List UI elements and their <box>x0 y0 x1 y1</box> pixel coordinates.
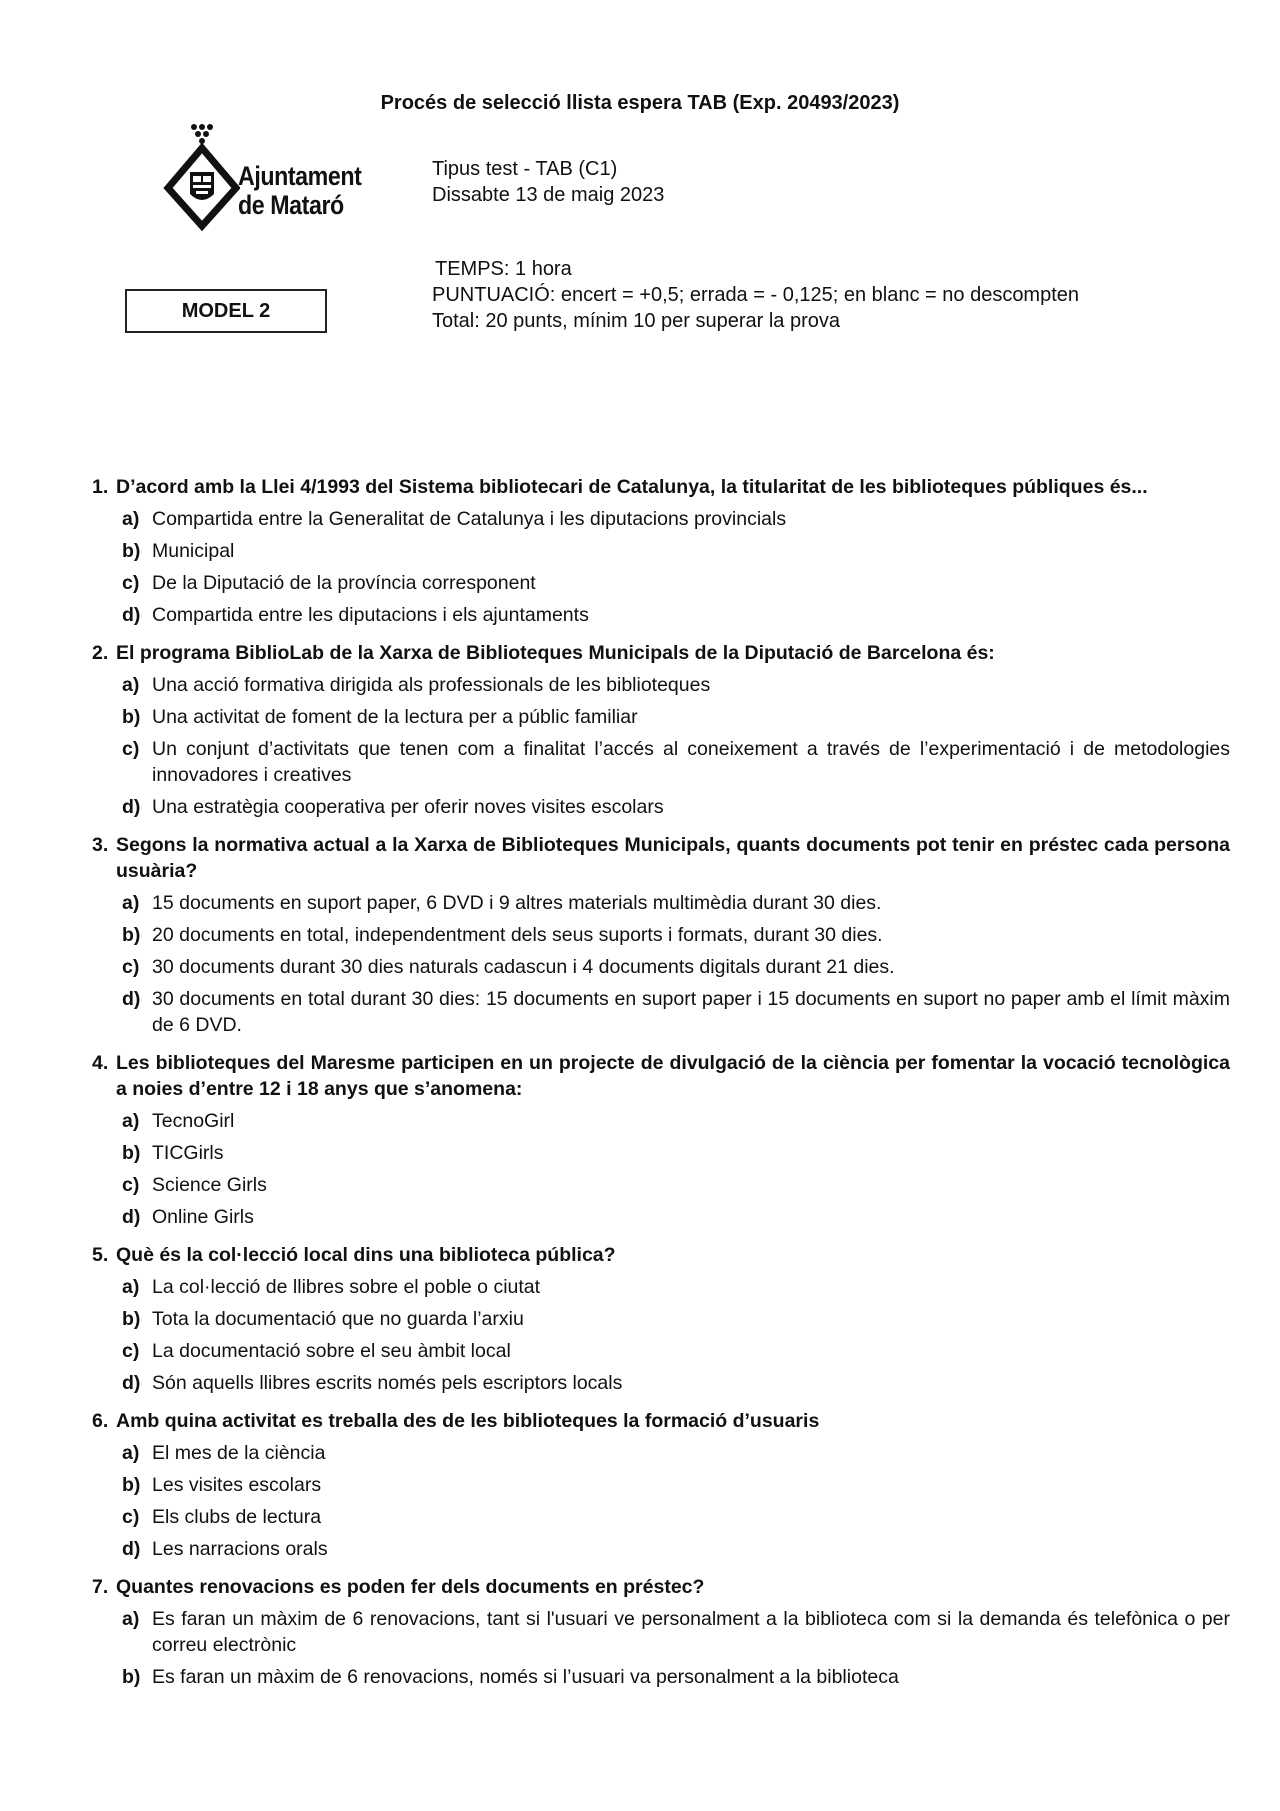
question-3 <box>92 832 1230 1038</box>
question-stem <box>92 832 1230 884</box>
option-c <box>92 1504 1230 1530</box>
option-text: 30 documents en total durant 30 dies: 15 documents en suport paper i 15 documents en suport no paper amb el límit màxim de 6 DVD. <box>152 988 1230 1036</box>
question-number: 7. <box>92 1576 109 1598</box>
option-letter: a) <box>122 674 140 696</box>
option-letter: c) <box>122 1340 140 1362</box>
option-letter: d) <box>122 1206 141 1228</box>
option-a <box>92 1274 1230 1300</box>
option-letter: b) <box>122 540 141 562</box>
logo-wordmark <box>238 162 361 220</box>
option-a <box>92 890 1230 916</box>
option-letter: d) <box>122 1538 141 1560</box>
option-letter: a) <box>122 1110 140 1132</box>
option-letter: c) <box>122 956 140 978</box>
option-letter: d) <box>122 604 141 626</box>
scoring-rules: PUNTUACIÓ: encert = +0,5; errada = - 0,125; en blanc = no descompten <box>432 284 1080 306</box>
test-type: Tipus test - TAB (C1) <box>432 158 618 180</box>
question-number: 5. <box>92 1244 109 1266</box>
question-stem <box>92 474 1230 500</box>
option-letter: c) <box>122 738 140 760</box>
test-time: TEMPS: 1 hora <box>435 258 572 280</box>
option-c <box>92 1172 1230 1198</box>
option-letter: a) <box>122 1276 140 1298</box>
option-d <box>92 986 1230 1038</box>
option-text: TICGirls <box>152 1142 224 1164</box>
total-points: Total: 20 punts, mínim 10 per superar la prova <box>432 310 840 332</box>
option-letter: c) <box>122 1506 140 1528</box>
option-a <box>92 1606 1230 1658</box>
option-text: La documentació sobre el seu àmbit local <box>152 1340 511 1362</box>
option-letter: b) <box>122 1308 141 1330</box>
test-date: Dissabte 13 de maig 2023 <box>432 184 665 206</box>
question-4 <box>92 1050 1230 1230</box>
option-letter: a) <box>122 1608 140 1630</box>
question-number: 4. <box>92 1052 109 1074</box>
option-text: Les visites escolars <box>152 1474 322 1496</box>
option-text: 30 documents durant 30 dies naturals cadascun i 4 documents digitals durant 21 dies. <box>152 956 895 978</box>
logo-line-2: de Mataró <box>238 190 344 220</box>
option-text: Science Girls <box>152 1174 267 1196</box>
option-text: Compartida entre la Generalitat de Catalunya i les diputacions provincials <box>152 508 787 530</box>
option-text: El mes de la ciència <box>152 1442 326 1464</box>
option-b <box>92 1140 1230 1166</box>
option-c <box>92 736 1230 788</box>
document-title: Procés de selecció llista espera TAB (Exp. 20493/2023) <box>380 92 900 114</box>
question-number: 1. <box>92 476 109 498</box>
option-text: Municipal <box>152 540 235 562</box>
option-d <box>92 602 1230 628</box>
option-letter: d) <box>122 988 141 1010</box>
option-letter: b) <box>122 1142 141 1164</box>
question-text: Segons la normativa actual a la Xarxa de Biblioteques Municipals, quants documents pot tenir en préstec cada persona usuària? <box>116 834 1230 882</box>
scoring-info <box>432 256 1079 334</box>
option-letter: a) <box>122 508 140 530</box>
option-c <box>92 954 1230 980</box>
option-d <box>92 1370 1230 1396</box>
model-badge: MODEL 2 <box>125 289 327 333</box>
question-stem <box>92 1242 1230 1268</box>
question-5 <box>92 1242 1230 1396</box>
question-text: D’acord amb la Llei 4/1993 del Sistema bibliotecari de Catalunya, la titularitat de les biblioteques públiques és... <box>116 476 1148 498</box>
option-letter: b) <box>122 1474 141 1496</box>
question-stem <box>92 1574 1230 1600</box>
option-b <box>92 922 1230 948</box>
question-number: 2. <box>92 642 109 664</box>
option-d <box>92 1204 1230 1230</box>
option-text: Una acció formativa dirigida als professionals de les biblioteques <box>152 674 711 696</box>
ajuntament-logo <box>160 122 360 232</box>
option-d <box>92 794 1230 820</box>
question-number: 3. <box>92 834 109 856</box>
option-a <box>92 1108 1230 1134</box>
option-a <box>92 506 1230 532</box>
option-text: Es faran un màxim de 6 renovacions, tant si l'usuari ve personalment a la biblioteca com si la demanda és telefònica o per correu electrònic <box>152 1608 1230 1656</box>
option-b <box>92 1472 1230 1498</box>
option-b <box>92 1306 1230 1332</box>
test-info <box>432 156 664 208</box>
question-stem <box>92 1408 1230 1434</box>
option-text: Un conjunt d’activitats que tenen com a finalitat l’accés al coneixement a través de l’experimentació i de metodologies innovadores i creatives <box>152 738 1230 786</box>
option-text: Online Girls <box>152 1206 254 1228</box>
option-letter: a) <box>122 892 140 914</box>
mataro-coat-of-arms-icon <box>160 122 240 232</box>
option-letter: b) <box>122 706 141 728</box>
option-text: De la Diputació de la província corresponent <box>152 572 536 594</box>
option-text: Una estratègia cooperativa per oferir noves visites escolars <box>152 796 664 818</box>
question-text: Quantes renovacions es poden fer dels documents en préstec? <box>116 1576 705 1598</box>
option-text: Es faran un màxim de 6 renovacions, només si l’usuari va personalment a la biblioteca <box>152 1666 899 1688</box>
option-text: La col·lecció de llibres sobre el poble o ciutat <box>152 1276 541 1298</box>
option-c <box>92 570 1230 596</box>
option-b <box>92 1664 1230 1690</box>
option-text: TecnoGirl <box>152 1110 235 1132</box>
option-letter: c) <box>122 1174 140 1196</box>
option-text: Els clubs de lectura <box>152 1506 322 1528</box>
question-text: Què és la col·lecció local dins una biblioteca pública? <box>116 1244 616 1266</box>
question-stem <box>92 640 1230 666</box>
question-number: 6. <box>92 1410 109 1432</box>
option-text: Són aquells llibres escrits només pels escriptors locals <box>152 1372 623 1394</box>
option-letter: b) <box>122 924 141 946</box>
option-d <box>92 1536 1230 1562</box>
option-letter: c) <box>122 572 140 594</box>
question-6 <box>92 1408 1230 1562</box>
option-text: 15 documents en suport paper, 6 DVD i 9 altres materials multimèdia durant 30 dies. <box>152 892 882 914</box>
question-2 <box>92 640 1230 820</box>
question-text: Amb quina activitat es treballa des de les biblioteques la formació d’usuaris <box>116 1410 820 1432</box>
option-a <box>92 1440 1230 1466</box>
question-list <box>92 474 1230 1702</box>
option-b <box>92 704 1230 730</box>
option-letter: b) <box>122 1666 141 1688</box>
option-text: Les narracions orals <box>152 1538 328 1560</box>
option-letter: d) <box>122 796 141 818</box>
question-text: El programa BiblioLab de la Xarxa de Biblioteques Municipals de la Diputació de Barcelona és: <box>116 642 995 664</box>
question-1 <box>92 474 1230 628</box>
logo-line-1: Ajuntament <box>238 161 362 191</box>
question-stem <box>92 1050 1230 1102</box>
option-text: 20 documents en total, independentment dels seus suports i formats, durant 30 dies. <box>152 924 883 946</box>
question-7 <box>92 1574 1230 1690</box>
option-letter: d) <box>122 1372 141 1394</box>
question-text: Les biblioteques del Maresme participen en un projecte de divulgació de la ciència per fomentar la vocació tecnològica a noies d’entre 12 i 18 anys que s’anomena: <box>116 1052 1230 1100</box>
option-text: Tota la documentació que no guarda l’arxiu <box>152 1308 524 1330</box>
option-text: Una activitat de foment de la lectura per a públic familiar <box>152 706 638 728</box>
option-a <box>92 672 1230 698</box>
option-b <box>92 538 1230 564</box>
option-letter: a) <box>122 1442 140 1464</box>
option-text: Compartida entre les diputacions i els ajuntaments <box>152 604 589 626</box>
option-c <box>92 1338 1230 1364</box>
